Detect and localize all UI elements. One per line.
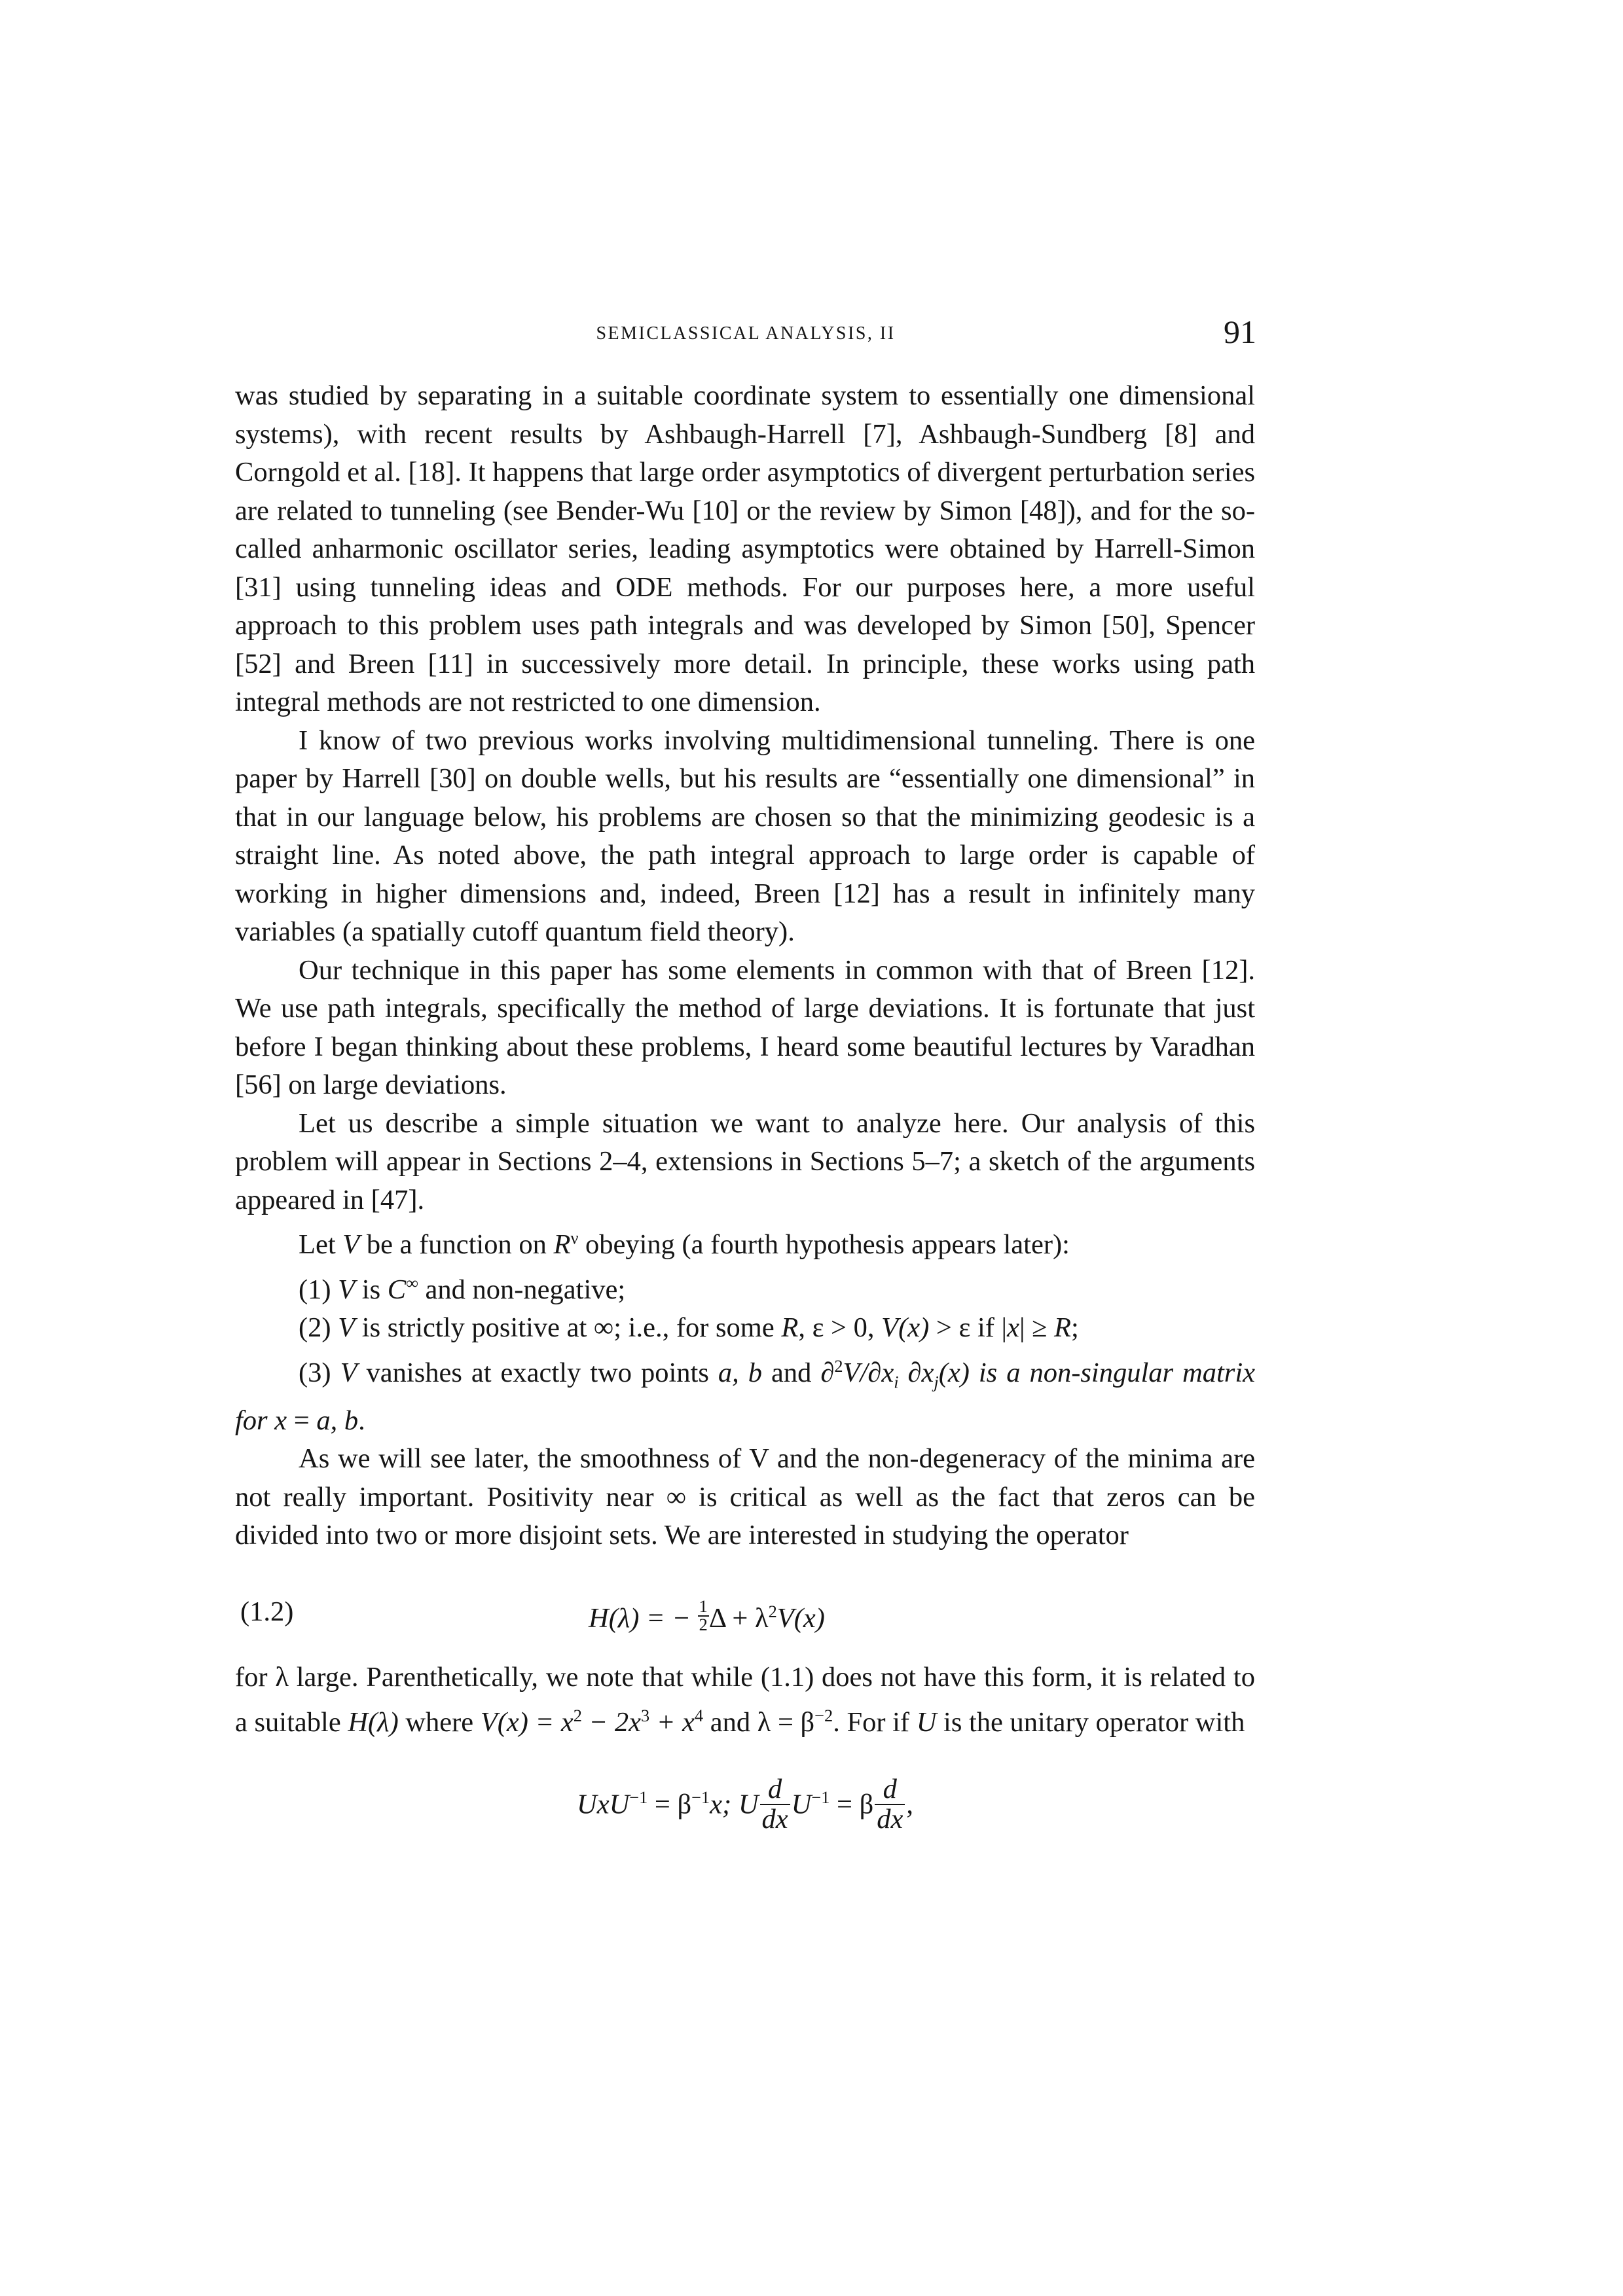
hypothesis-1: (1) V is C∞ and non-negative; [299, 1273, 626, 1305]
hypothesis-3: (3) V vanishes at exactly two points a, b and $\partial^2V/\partial x_i$ $\partial x_j(x)$ is a non-singular matrix for x = a, b. [235, 1356, 1255, 1436]
paragraph-2: I know of two previous works involving multidimensional tunneling. There is one paper by Harrell [30] on double wells, but his results are “essentially one dimensional” in that in our language below, his problems are chosen so that the minimizing geodesic is a straight line. As noted above, the path integral approach to large order is capable of working in higher dimensions and, indeed, Breen [12] has a result in infinitely many variables (a spatially cutoff quantum field theory). [235, 725, 1255, 947]
running-head [235, 313, 1256, 359]
equation-unitary-body: $UxU^{-1} = \beta^{-1}x$; U $\frac{d}{dx}$ $U^{-1} = \beta$ $\frac{d}{dx}$ , [577, 1773, 913, 1835]
page-number: 91 [1224, 314, 1256, 350]
hypotheses-intro: Let V be a function on $R^\nu$ obeying (a fourth hypothesis appears later): [299, 1229, 1070, 1261]
paragraph-after-equation: for λ large. Parenthetically, we note that while (1.1) does not have this form, it is related to a suitable H(λ) where $V(x) = x^2 - 2x^3 + x^4$ and $\lambda = \beta^{-2}$. For if U is the unitary operator with [235, 1662, 1255, 1738]
equation-unitary [235, 1768, 1255, 1847]
equation-body: H(λ) = − $\frac{1}{2}$ $\Delta + \lambda^2V(x)$ [589, 1597, 825, 1635]
half-fraction: $\frac{1}{2}$ [699, 1597, 708, 1635]
body-text [235, 377, 1255, 1847]
d-dx-fraction: $\frac{d}{dx}$ [760, 1775, 790, 1835]
paragraph-after-hypotheses: As we will see later, the smoothness of V and the non-degeneracy of the minima are not really important. Positivity near ∞ is critical as well as the fact that zeros can be divided into two or more disjoint sets. We are interested in studying the operator [235, 1443, 1255, 1551]
hypothesis-2: (2) V is strictly positive at ∞; i.e., for some R, ε > 0, V(x) > ε if |x| ≥ R; [299, 1312, 1079, 1344]
equation-1-2 [235, 1593, 1255, 1635]
paragraph-4: Let us describe a simple situation we want to analyze here. Our analysis of this problem will appear in Sections 2–4, extensions in Sections 5–7; a sketch of the arguments appeared in [47]. [235, 1107, 1255, 1215]
paragraph-1: was studied by separating in a suitable coordinate system to essentially one dimensional systems), with recent results by Ashbaugh-Harrell [7], Ashbaugh-Sundberg [8] and Corngold et al. [18]. It happens that large order asymptotics of divergent perturbation series are related to tunneling (see Bender-Wu [10] or the review by Simon [48]), and for the so-called anharmonic oscillator series, leading asymptotics were obtained by Harrell-Simon [31] using tunneling ideas and ODE methods. For our purposes here, a more useful approach to this problem uses path integrals and was developed by Simon [50], Spencer [52] and Breen [11] in successively more detail. In principle, these works using path integral methods are not restricted to one dimension. [235, 380, 1255, 717]
running-title: SEMICLASSICAL ANALYSIS, II [596, 323, 896, 344]
d-dx-fraction-2: $\frac{d}{dx}$ [875, 1775, 905, 1835]
paragraph-3: Our technique in this paper has some elements in common with that of Breen [12]. We use path integrals, specifically the method of large deviations. It is fortunate that just before I began thinking about these problems, I heard some beautiful lectures by Varadhan [56] on large deviations. [235, 954, 1255, 1100]
equation-label: (1.2) [240, 1596, 294, 1627]
